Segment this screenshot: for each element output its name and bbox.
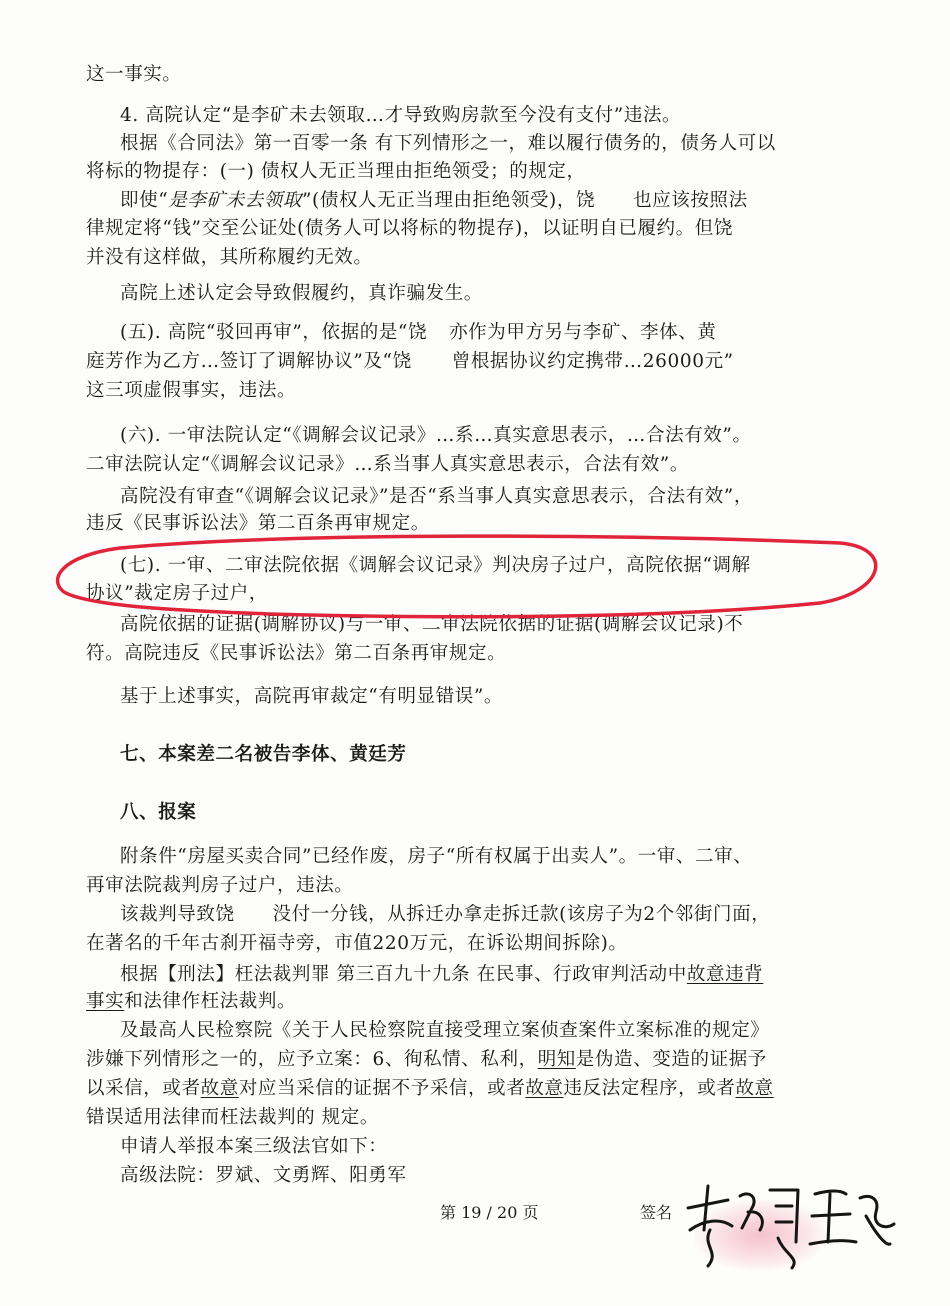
text-line: [120, 844, 752, 870]
section-heading: [120, 800, 196, 826]
text-span: 该裁判导致饶: [120, 904, 235, 925]
underlined-text: 故意: [525, 1078, 564, 1099]
text-span: 附条件“房屋买卖合同”已经作废，房子“所有权属于出卖人”。一审、二审、: [120, 846, 753, 867]
text-span: 申请人举报本案三级法官如下：: [120, 1136, 388, 1157]
text-span: 并没有这样做，其所称履约无效。: [86, 247, 373, 268]
underlined-text: 事实: [86, 991, 125, 1012]
text-span: 根据【刑法】枉法裁判罪 第三百九十九条 在民事、行政审判活动中: [120, 964, 687, 985]
text-span: 基于上述事实，高院再审裁定“有明显错误”。: [120, 686, 504, 707]
text-span: 庭芳作为乙方…签订了调解协议”及“饶: [86, 351, 412, 372]
text-span: 以采信，或者: [86, 1078, 201, 1099]
text-span: 是伪造、变造的证据予: [575, 1049, 767, 1070]
text-span: 符。高院违反《民事诉讼法》第二百条再审规定。: [86, 643, 507, 664]
text-span: 高院没有审查“《调解会议记录》”是否“系当事人真实意思表示，合法有效”，: [120, 486, 753, 507]
text-span: 涉嫌下列情形之一的，应予立案：6、徇私情、私利，: [86, 1049, 538, 1070]
text-line: [86, 1105, 379, 1131]
text-span: 4. 高院认定“是李矿未去领取…才导致购房款至今没有支付”违法。: [120, 105, 682, 126]
text-span: (六). 一审法院认定“《调解会议记录》…系…真实意思表示，…合法有效”。: [120, 425, 752, 446]
text-span: 根据《合同法》第一百零一条 有下列情形之一，难以履行债务的，债务人可以: [120, 133, 776, 154]
text-span: (七). 一审、二审法院依据《调解会议记录》判决房子过户，高院依据“调解: [120, 555, 751, 576]
text-line: [120, 1134, 387, 1160]
text-span: (五). 高院“驳回再审”，依据的是“饶: [120, 322, 428, 343]
text-span: 再审法院裁判房子过户，违法。: [86, 875, 354, 896]
text-span: 亦作为甲方另与李矿、李体、黄: [449, 322, 717, 343]
underlined-text: 故意: [735, 1078, 774, 1099]
text-span: 高院上述认定会导致假履约，真诈骗发生。: [120, 283, 483, 304]
text-span: 违反《民事诉讼法》第二百条再审规定。: [86, 513, 430, 534]
signature-label: 签名: [640, 1203, 673, 1222]
text-line: [86, 931, 628, 957]
text-line: [86, 1047, 767, 1073]
underlined-text: 故意违背: [686, 964, 764, 985]
text-span: 律规定将“钱”交至公证处(债务人可以将标的物提存)，以证明自已履约。但饶: [86, 218, 733, 239]
text-span: 和法律作枉法裁判。: [124, 991, 297, 1012]
text-span: 高级法院：罗斌、文勇辉、阳勇军: [120, 1165, 407, 1186]
text-line: [120, 902, 770, 928]
text-line: [86, 873, 353, 899]
heading-text: 七、本案差二名被告李体、黄廷芳: [120, 744, 407, 765]
text-line: [86, 1076, 774, 1102]
heading-text: 八、报案: [120, 802, 197, 823]
text-span: 协议”裁定房子过户，: [86, 583, 268, 604]
handwritten-signature: [680, 1168, 900, 1278]
text-line: [120, 962, 763, 988]
text-span: 错误适用法律而枉法裁判的 规定。: [86, 1107, 379, 1128]
section-heading: [120, 742, 407, 768]
text-line: [120, 1018, 769, 1044]
underlined-text: 故意: [200, 1078, 239, 1099]
text-span: 对应当采信的证据不予采信，或者: [238, 1078, 526, 1099]
text-span: 即使“: [120, 190, 169, 211]
text-span: 及最高人民检察院《关于人民检察院直接受理立案侦查案件立案标准的规定》: [120, 1020, 770, 1041]
text-span: 违反法定程序，或者: [563, 1078, 736, 1099]
text-span: 曾根据协议约定携带…26000元”: [451, 351, 734, 372]
text-span: 二审法院认定“《调解会议记录》…系当事人真实意思表示，合法有效”。: [86, 454, 689, 475]
text-line: [120, 1163, 407, 1189]
text-span: 这三项虚假事实，违法。: [86, 380, 297, 401]
text-span: 在著名的千年古刹开福寺旁，市值220万元，在诉讼期间拆除)。: [86, 933, 628, 954]
text-span: ”(债权人无正当理由拒绝领受)，饶: [301, 190, 596, 211]
underlined-text: 明知: [537, 1049, 576, 1070]
italic-quote: 是李矿未去领取: [168, 190, 302, 211]
redacted-name: [235, 902, 273, 928]
text-span: 高院依据的证据(调解协议)与一审、二审法院依据的证据(调解会议记录)不: [120, 614, 744, 635]
text-span: 这一事实。: [86, 64, 182, 85]
text-span: 将标的物提存：(一) 债权人无正当理由拒绝领受；的规定，: [86, 161, 586, 182]
text-line: [86, 989, 296, 1015]
page-number: 第 19 / 20 页: [440, 1203, 539, 1222]
text-span: 也应该按照法: [633, 190, 748, 211]
text-span: 没付一分钱，从拆迁办拿走拆迁款(该房子为2个邻街门面，: [272, 904, 771, 925]
